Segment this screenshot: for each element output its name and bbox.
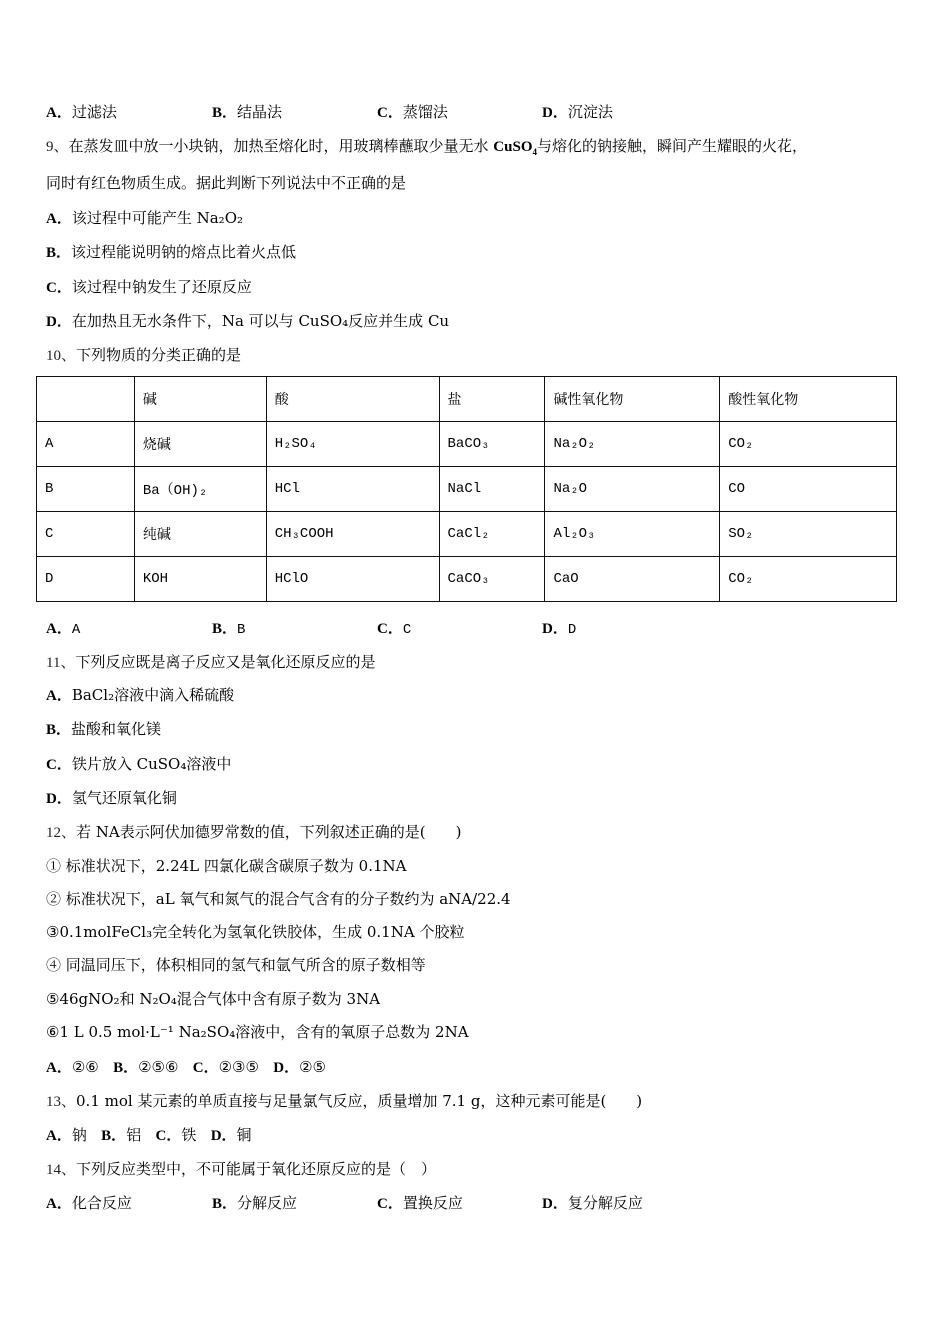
table-cell: KOH xyxy=(134,557,266,602)
table-cell: HCl xyxy=(266,467,439,512)
table-header-cell xyxy=(37,377,135,422)
q10-stem: 10、下列物质的分类正确的是 xyxy=(46,346,242,364)
table-cell: Na₂O xyxy=(545,467,720,512)
q9-stem-line1: 9、在蒸发皿中放一小块钠，加热至熔化时，用玻璃棒蘸取少量无水 CuSO$_4$与熔化的钠接触，瞬间产生耀眼的火花， xyxy=(46,137,807,157)
q14-stem: 14、下列反应类型中，不可能属于氧化还原反应的是（ ） xyxy=(46,1160,437,1178)
table-cell: CaCl₂ xyxy=(439,512,545,557)
q11-option-d: D．氢气还原氧化铜 xyxy=(46,789,177,807)
table-cell: HClO xyxy=(266,557,439,602)
q13-stem: 13、0.1 mol 某元素的单质直接与足量氯气反应，质量增加 7.1 g，这种元素可能是( ) xyxy=(46,1092,643,1110)
q14-option-c: C．置换反应 xyxy=(377,1194,463,1212)
q13-option-a: A．钠 xyxy=(46,1126,87,1144)
q11-option-b: B．盐酸和氧化镁 xyxy=(46,720,162,738)
table-cell: 烧碱 xyxy=(134,422,266,467)
q11-option-c: C．铁片放入 CuSO₄溶液中 xyxy=(46,755,232,773)
q12-option-d: D．②⑤ xyxy=(273,1058,326,1076)
table-cell: CO₂ xyxy=(720,422,897,467)
q12-options xyxy=(46,1057,326,1078)
table-header-cell: 酸 xyxy=(266,377,439,422)
q8-option-d: D．沉淀法 xyxy=(542,103,613,121)
q8-options xyxy=(46,102,906,122)
q14-option-d: D．复分解反应 xyxy=(542,1194,643,1212)
q13-options xyxy=(46,1125,252,1146)
table-cell: H₂SO₄ xyxy=(266,422,439,467)
q9-option-a: A．该过程中可能产生 Na₂O₂ xyxy=(46,209,244,227)
table-cell: Al₂O₃ xyxy=(545,512,720,557)
q12-statement-5: ⑤46gNO₂和 N₂O₄混合气体中含有原子数为 3NA xyxy=(46,990,381,1008)
table-cell: A xyxy=(37,422,135,467)
table-header-row xyxy=(37,377,897,422)
q14-options xyxy=(46,1193,906,1213)
q9-option-b: B．该过程能说明钠的熔点比着火点低 xyxy=(46,243,297,261)
q12-statement-1: ① 标准状况下，2.24L 四氯化碳含碳原子数为 0.1NA xyxy=(46,857,407,875)
q13-option-b: B．铝 xyxy=(101,1126,142,1144)
table-cell: Na₂O₂ xyxy=(545,422,720,467)
q14-option-a: A．化合反应 xyxy=(46,1194,132,1212)
q12-statement-3: ③0.1molFeCl₃完全转化为氢氧化铁胶体，生成 0.1NA 个胶粒 xyxy=(46,923,465,941)
table-header-cell: 酸性氧化物 xyxy=(720,377,897,422)
q9-stem-line2: 同时有红色物质生成。据此判断下列说法中不正确的是 xyxy=(46,174,407,192)
q10-option-b: B．B xyxy=(212,621,246,638)
table-header-cell: 碱 xyxy=(134,377,266,422)
q14-option-b: B．分解反应 xyxy=(212,1194,298,1212)
table-cell: CaO xyxy=(545,557,720,602)
q8-option-c: C．蒸馏法 xyxy=(377,103,448,121)
q10-option-d: D．D xyxy=(542,621,577,638)
q13-option-d: D．铜 xyxy=(210,1126,252,1144)
q11-stem: 11、下列反应既是离子反应又是氧化还原反应的是 xyxy=(46,653,376,671)
table-row xyxy=(37,512,897,557)
q9-option-c: C．该过程中钠发生了还原反应 xyxy=(46,278,252,296)
table-cell: CaCO₃ xyxy=(439,557,545,602)
table-row xyxy=(37,557,897,602)
classification-table xyxy=(36,376,897,602)
q12-stem: 12、若 NA表示阿伏加德罗常数的值，下列叙述正确的是( ) xyxy=(46,823,462,841)
q11-option-a: A．BaCl₂溶液中滴入稀硫酸 xyxy=(46,686,235,704)
q8-option-a: A．过滤法 xyxy=(46,103,117,121)
table-header-cell: 盐 xyxy=(439,377,545,422)
table-cell: BaCO₃ xyxy=(439,422,545,467)
q12-statement-6: ⑥1 L 0.5 mol·L⁻¹ Na₂SO₄溶液中，含有的氧原子总数为 2NA xyxy=(46,1023,469,1041)
table-cell: CO xyxy=(720,467,897,512)
q10-options xyxy=(46,618,906,638)
table-cell: D xyxy=(37,557,135,602)
table-cell: SO₂ xyxy=(720,512,897,557)
q12-statement-2: ② 标准状况下，aL 氧气和氮气的混合气含有的分子数约为 aNA/22.4 xyxy=(46,890,511,908)
q12-option-c: C．②③⑤ xyxy=(192,1058,259,1076)
table-cell: Ba（OH)₂ xyxy=(134,467,266,512)
table-row xyxy=(37,422,897,467)
q13-option-c: C．铁 xyxy=(155,1126,197,1144)
table-cell: 纯碱 xyxy=(134,512,266,557)
q9-option-d: D．在加热且无水条件下，Na 可以与 CuSO₄反应并生成 Cu xyxy=(46,312,450,330)
q12-option-a: A．②⑥ xyxy=(46,1058,99,1076)
q10-option-c: C．C xyxy=(377,621,412,638)
table-cell: B xyxy=(37,467,135,512)
q8-option-b: B．结晶法 xyxy=(212,103,283,121)
table-cell: CH₃COOH xyxy=(266,512,439,557)
table-header-cell: 碱性氧化物 xyxy=(545,377,720,422)
table-cell: C xyxy=(37,512,135,557)
q12-option-b: B．②⑤⑥ xyxy=(113,1058,179,1076)
q12-statement-4: ④ 同温同压下，体积相同的氢气和氩气所含的原子数相等 xyxy=(46,956,426,974)
table-row xyxy=(37,467,897,512)
q10-option-a: A．A xyxy=(46,621,81,638)
table-cell: NaCl xyxy=(439,467,545,512)
table-cell: CO₂ xyxy=(720,557,897,602)
